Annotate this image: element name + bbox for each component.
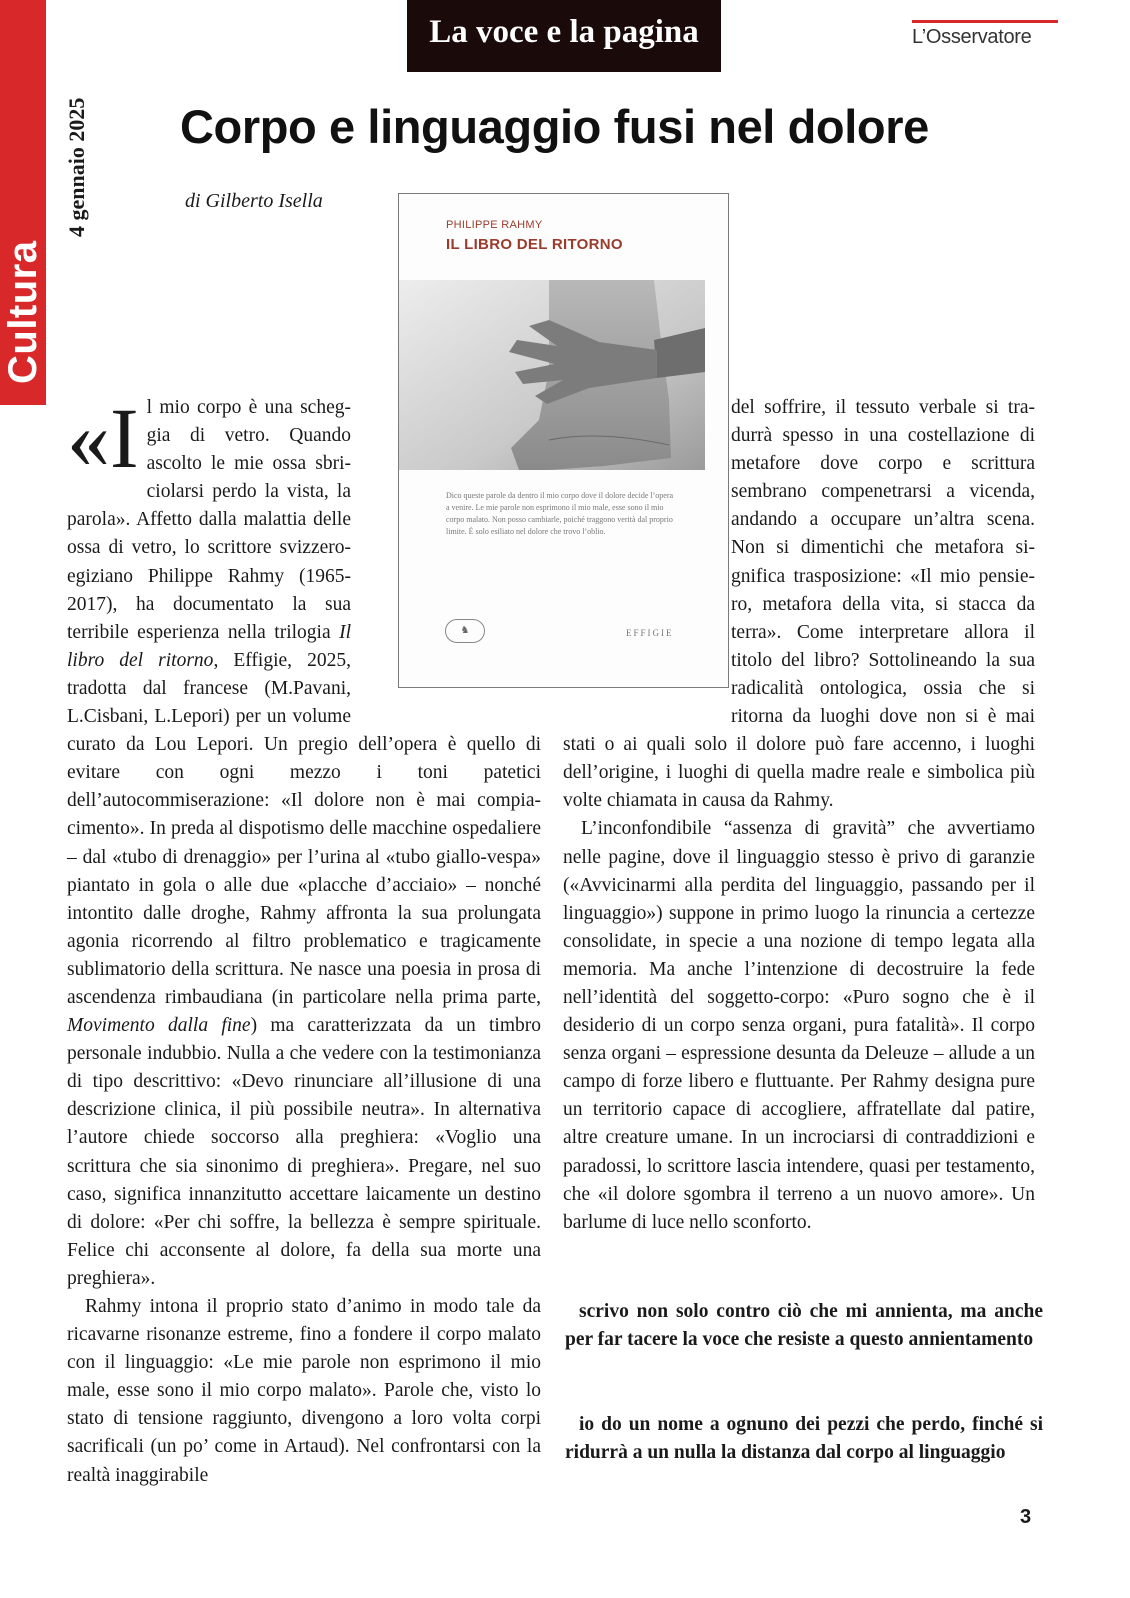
cover-author: PHILIPPE RAHMY [446,219,543,231]
byline: di Gilberto Isella [185,190,323,212]
cover-title: IL LIBRO DEL RITORNO [446,236,623,253]
newspaper-logo: L’Osservatore [912,20,1058,53]
book-cover [398,193,729,688]
section-title-reference: Movimento dalla fine [67,1015,251,1037]
cover-publisher: EFFIGIE [626,628,674,638]
dropcap: «I [67,390,139,486]
article-paragraph: del soffrire, il tessuto verbale si tradurrà spesso in una costellazione di metafore dove corpo e scrittura sembrano compenetrarsi a vicenda, andando a occupare un’altra scena. Non si dimentichi che metafora significa trasposizione: «Il mio pensiero, metafora della vita, si stacca da terra». Come interpretare allora il titolo del libro? Sottolineando la sua radicalità ontologica, ossia che si ritorna da luoghi dove non si è mai stati o ai quali solo il dolore può fare accenno, i luoghi dell’origine, i luoghi di quella madre reale e simbolica più volte chiamata in causa da Rahmy. [563,397,1035,812]
pull-quote: io do un nome a ognuno dei pezzi che perdo, finché si ridurrà a un nulla la distanza dal corpo al linguaggio [565,1414,1043,1464]
article-paragraph: Rahmy intona il proprio stato d’animo in modo tale da ricavarne risonanze estreme, fino a fondere il corpo malato con il linguaggio: «Le mie parole non esprimono il mio male, esse sono il mio corpo malato». Parole che, visto lo stato di tensione raggiunto, divengono a loro volta corpi sacrificali (un po’ come in Artaud). Nel confrontarsi con la realtà inaggirabile [67,1296,541,1486]
pull-quote: scrivo non solo contro ciò che mi annienta, ma anche per far tacere la voce che resiste a questo annientamento [565,1301,1043,1351]
rubric-title: La voce e la pagina [407,0,721,72]
publisher-emblem-icon: ♞ [445,619,485,643]
issue-date: 4 gennaio 2025 [64,97,89,237]
book-title: Il libro del ritorno [67,621,351,671]
cover-blurb: Dico queste parole da dentro il mio corpo dove il dolore decide l’opera a venire. Le mie parole non esprimono il mio male, esse sono il mio corpo malato. Non posso cambiarle, poiché traggono verità dal proprio limite. È solo esiliato nel dolore che trovo l’oblio. [446,491,674,536]
headline: Corpo e linguaggio fusi nel dolore [180,100,929,153]
section-label: Cultura [1,240,45,384]
article-paragraph: «Il mio corpo è una scheggia di vetro. Quando ascolto le mie ossa sbriciolarsi perdo la vista, la parola». Affetto dalla malattia delle ossa di vetro, lo scrittore svizzero-egiziano Philippe Rahmy (1965-2017), ha documentato la sua terribile esperienza nella trilogia Il libro del ritorno, Effigie, 2025, tradotta dal francese (M.Pavani, L.Cisbani, L.Lepori) per un volume curato da Lou Lepori. Un pregio dell’opera è quello di evitare con ogni mezzo i toni patetici dell’autocommiserazione: «Il dolore non è mai compiacimento». In preda al dispotismo delle macchine ospedaliere – dal «tubo di drenaggio» per l’urina al «tubo giallo-vespa» piantato in gola o alle due «placche d’acciaio» – nonché intontito dalle droghe, Rahmy affronta la sua prolungata agonia ricorrendo al filtro problematico e tragicamente sublimatorio della scrittura. Ne nasce una poesia in prosa di ascendenza rimbaudiana (in particolare nella prima parte, Movimento dalla fine) ma caratterizzata da un timbro personale indubbio. Nulla a che vedere con la testimonianza di tipo descrittivo: «Devo rinunciare all’illusione di una descrizione clinica, il più possibile neutra». In alternativa l’autore chiede soccorso alla preghiera: «Voglio una scrittura che sia sinonimo di preghiera». Pregare, nel suo caso, significa innanzitutto accettare laicamente un destino di dolore: «Per chi soffre, la bellezza è sempre spirituale. Felice chi acconsente al dolore, fa della sua morte una preghiera». [67,390,541,1289]
cover-photo-foot-hand [399,280,705,470]
page-number: 3 [1020,1506,1032,1528]
article-paragraph: L’inconfondibile “assenza di gravità” che avvertiamo nelle pagine, dove il linguaggio stesso è privo di garanzie («Avvicinarmi alla perdita del linguaggio, passando per il linguaggio») suppone in primo luogo la rinuncia a certezze consolidate, in specie a una nozione di tempo legata alla memoria. Ma anche l’intenzione di decostruire la fede nell’identità del soggetto-corpo: «Puro sogno che è il desiderio di un corpo senza organi, pura fatalità». Il corpo senza organi – espressione desunta da Deleuze – allude a un campo di forze libero e fluttuante. Per Rahmy designa pure un territorio capace di accogliere, affratellate dal patire, altre creature umane. In un incrociarsi di contraddizioni e paradossi, lo scrittore lascia intendere, quasi per testamento, che «il dolore sgombra il terreno a un nuovo amore». Un barlume di luce nello sconforto. [563,818,1035,1233]
